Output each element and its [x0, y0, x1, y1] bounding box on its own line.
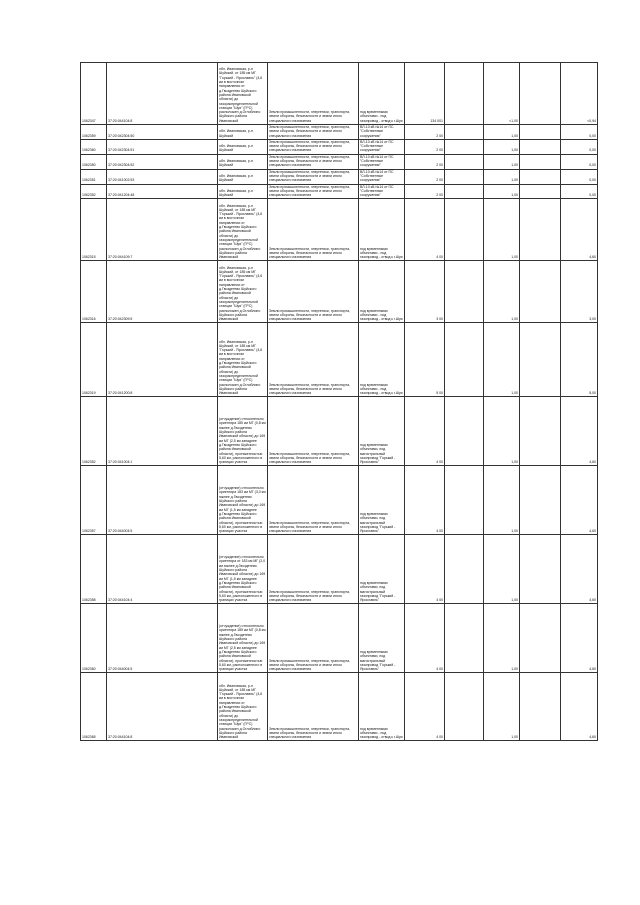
permitted-use-cell: ВЛ-10 кВ №14 от ПС "Собственные сооружения" — [359, 139, 405, 154]
value-cell: 1,00 — [484, 125, 520, 140]
table-row — [81, 169, 598, 184]
record-id: 1062352 — [81, 184, 107, 199]
record-id: 1062352 — [81, 397, 107, 466]
permitted-use-cell: под временными объектами, под магистральный газопровод "Горький - Ярославль" — [359, 604, 405, 673]
permitted-use-cell: под временными объектами, под магистральный газопровод "Горький - Ярославль" — [359, 397, 405, 466]
record-id: 1062347 — [81, 63, 107, 125]
land-category-cell: Земли промышленности, энергетики, транспорта, земли обороны, безопасности и земли иного специального назначения — [268, 397, 359, 466]
cadastral-number: 37:20:042304:51 — [107, 139, 218, 154]
table-row — [81, 63, 598, 125]
table-row — [81, 199, 598, 261]
value-cell: 0,00 — [561, 169, 598, 184]
record-id: 1062365 — [81, 673, 107, 741]
empty-cell — [445, 323, 484, 397]
land-category-cell: Земли промышленности, энергетики, транспорта, земли обороны, безопасности и земли иного специального назначения — [268, 184, 359, 199]
empty-cell — [520, 154, 561, 169]
value-cell: 0,00 — [561, 139, 598, 154]
record-id: 1062319 — [81, 323, 107, 397]
permitted-use-cell: под временными объектами, под магистральный газопровод "Горький - Ярославль" — [359, 466, 405, 535]
table-row — [81, 139, 598, 154]
area-cell: 2 00 — [405, 169, 445, 184]
empty-cell — [520, 63, 561, 125]
table-row — [81, 323, 598, 397]
land-category-cell: Земли промышленности, энергетики, транспорта, земли обороны, безопасности и земли иного специального назначения — [268, 604, 359, 673]
table-row — [81, 604, 598, 673]
permitted-use-cell: ВЛ-10 кВ №14 от ПС "Собственные сооружения" — [359, 184, 405, 199]
empty-cell — [520, 199, 561, 261]
area-cell: 3 00 — [405, 261, 445, 323]
empty-cell — [520, 261, 561, 323]
table-row — [81, 673, 598, 741]
record-id: 1062359 — [81, 125, 107, 140]
empty-cell — [520, 125, 561, 140]
land-category-cell: Земли промышленности, энергетики, транспорта, земли обороны, безопасности и земли иного специального назначения — [268, 535, 359, 604]
cadastral-number: 37:20:042304:50 — [107, 125, 218, 140]
address-cell: обл. Ивановская, р-н Шуйский, от 185 км МГ "Горький - Ярославль" (4,6 км в восточном направлении от д.Гвоздетево Шуйского района Ивановской области) до газораспределительной станции "Шуя" (ГРС) расположен д.Оглоблино Шуйского района Ивановской — [218, 261, 268, 323]
permitted-use-cell: под временными объектами - под газопровод - отвод к г.Шуя — [359, 323, 405, 397]
table-row — [81, 261, 598, 323]
record-id: 1062357 — [81, 466, 107, 535]
cadastral-number: 37:20:044104:8 — [107, 63, 218, 125]
empty-cell — [520, 535, 561, 604]
land-plots-table — [80, 62, 598, 741]
empty-cell — [520, 466, 561, 535]
land-category-cell: Земли промышленности, энергетики, транспорта, земли обороны, безопасности и земли иного специального назначения — [268, 466, 359, 535]
empty-cell — [445, 154, 484, 169]
empty-cell — [520, 397, 561, 466]
area-cell: 2 00 — [405, 154, 445, 169]
empty-cell — [520, 323, 561, 397]
value-cell: 0,00 — [561, 184, 598, 199]
empty-cell — [445, 535, 484, 604]
cadastral-number: 37:20:041004:1 — [107, 397, 218, 466]
value-cell: 1,00 — [484, 169, 520, 184]
value-cell: <0,94 — [561, 63, 598, 125]
table-row — [81, 397, 598, 466]
record-id: 1062315 — [81, 199, 107, 261]
empty-cell — [520, 139, 561, 154]
address-cell: (отчуждение) относительно ориентира от 183 км МГ (2,0 км южнее д.Гвоздетево Шуйского района Ивановской области) до 169 км МГ (1,5 км западнее д.Гвоздетево Шуйского района Ивановской области), протяженностью 5,60 км, расположенного в границах участка — [218, 535, 268, 604]
permitted-use-cell: ВЛ-10 кВ №14 от ПС "Собственные сооружения" — [359, 125, 405, 140]
area-cell: 4 00 — [405, 535, 445, 604]
value-cell: 0,00 — [561, 154, 598, 169]
cadastral-number: 37:20:044109:7 — [107, 199, 218, 261]
value-cell: 4,60 — [561, 466, 598, 535]
record-id: 1062351 — [81, 169, 107, 184]
land-category-cell: Земли промышленности, энергетики, транспорта, земли обороны, безопасности и земли иного специального назначения — [268, 169, 359, 184]
cadastral-number: 37:20:044104:8 — [107, 673, 218, 741]
value-cell: 1,00 — [484, 154, 520, 169]
address-cell: обл. Ивановская, р-н Шуйский, от 185 км МГ "Горький - Ярославль" (4,6 км в восточном направлении от д.Гвоздетево Шуйского района Ивановской области) до газораспределительной станции "Шуя" (ГРС) расположен д.Оглоблино Шуйского района Ивановской — [218, 673, 268, 741]
area-cell: 134 001 — [405, 63, 445, 125]
value-cell: <1,00 — [484, 63, 520, 125]
permitted-use-cell: под временными объектами - под газопровод - отвод к г.Шуя — [359, 673, 405, 741]
empty-cell — [445, 199, 484, 261]
area-cell: 4 00 — [405, 466, 445, 535]
area-cell: 4 00 — [405, 199, 445, 261]
area-cell: 2 00 — [405, 139, 445, 154]
land-category-cell: Земли промышленности, энергетики, транспорта, земли обороны, безопасности и земли иного специального назначения — [268, 261, 359, 323]
value-cell: 1,00 — [484, 466, 520, 535]
cadastral-number: 37:20:044004:5 — [107, 466, 218, 535]
address-cell: обл. Ивановская, р-н Шуйский, от 185 км МГ "Горький - Ярославль" (4,6 км в восточном направлении от д.Гвоздетево Шуйского района Ивановской области) до газораспределительной станции "Шуя" (ГРС) расположен д.Оглоблино Шуйского района Ивановской — [218, 323, 268, 397]
cadastral-number: 37:20:041200:8 — [107, 323, 218, 397]
address-cell: обл. Ивановская, р-н Шуйский — [218, 184, 268, 199]
land-category-cell: Земли промышленности, энергетики, транспорта, земли обороны, безопасности и земли иного специального назначения — [268, 63, 359, 125]
cadastral-number: 37:20:042309:5 — [107, 261, 218, 323]
address-cell: обл. Ивановская, р-н Шуйский — [218, 125, 268, 140]
address-cell: обл. Ивановская, р-н Шуйский — [218, 154, 268, 169]
permitted-use-cell: под временными объектами - под газопровод - отвод к г.Шуя — [359, 261, 405, 323]
empty-cell — [445, 169, 484, 184]
table-row — [81, 125, 598, 140]
table-row — [81, 184, 598, 199]
table-row — [81, 154, 598, 169]
value-cell: 5,00 — [561, 323, 598, 397]
value-cell: 1,00 — [484, 199, 520, 261]
record-id: 1062350 — [81, 154, 107, 169]
land-category-cell: Земли промышленности, энергетики, транспорта, земли обороны, безопасности и земли иного специального назначения — [268, 125, 359, 140]
empty-cell — [445, 466, 484, 535]
area-cell: 4 00 — [405, 604, 445, 673]
area-cell: 4 00 — [405, 673, 445, 741]
area-cell: 2 00 — [405, 184, 445, 199]
cadastral-number: 37:20:044004:5 — [107, 604, 218, 673]
value-cell: 4,60 — [561, 673, 598, 741]
land-category-cell: Земли промышленности, энергетики, транспорта, земли обороны, безопасности и земли иного специального назначения — [268, 199, 359, 261]
empty-cell — [445, 673, 484, 741]
value-cell: 4,60 — [561, 604, 598, 673]
record-id: 1062316 — [81, 261, 107, 323]
area-cell: 5 00 — [405, 323, 445, 397]
address-cell: (отчуждение) относительно ориентира 185 км МГ (0,8 км южнее д.Гвоздетево Шуйского района Ивановской области) до 169 км МГ (2,5 км западнее д.Гвоздетево Шуйского района Ивановской области), протяженностью 5,60 км, расположенного в границах участка — [218, 604, 268, 673]
area-cell: 2 00 — [405, 125, 445, 140]
empty-cell — [445, 397, 484, 466]
table-row — [81, 466, 598, 535]
address-cell: (отчуждение) относительно ориентира 183 км МГ (3,0 км южнее д.Гвоздетево Шуйского района Ивановской области) до 169 км МГ (1,5 км западнее д.Гвоздетево Шуйского района Ивановской области), протяженностью 5,60 км, расположенного в границах участка — [218, 466, 268, 535]
permitted-use-cell: под временными объектами - под газопровод - отвод к г.Шуя — [359, 63, 405, 125]
empty-cell — [445, 125, 484, 140]
record-id: 1062360 — [81, 139, 107, 154]
address-cell: обл. Ивановская, р-н Шуйский — [218, 169, 268, 184]
value-cell: 1,00 — [484, 323, 520, 397]
address-cell: (отчуждение) относительно ориентира 185 км МГ (0,8 км южнее д.Гвоздетево Шуйского района Ивановской области) до 169 км МГ (2,5 км западнее д.Гвоздетево Шуйского района Ивановской области), протяженностью 5,60 км, расположенного в границах участка — [218, 397, 268, 466]
permitted-use-cell: ВЛ-10 кВ №14 от ПС "Собственные сооружения" — [359, 154, 405, 169]
value-cell: 1,00 — [484, 184, 520, 199]
value-cell: 1,00 — [484, 673, 520, 741]
permitted-use-cell: ВЛ-10 кВ №14 от ПС "Собственные сооружения" — [359, 169, 405, 184]
land-category-cell: Земли промышленности, энергетики, транспорта, земли обороны, безопасности и земли иного специального назначения — [268, 139, 359, 154]
empty-cell — [445, 63, 484, 125]
land-category-cell: Земли промышленности, энергетики, транспорта, земли обороны, безопасности и земли иного специального назначения — [268, 323, 359, 397]
empty-cell — [520, 604, 561, 673]
land-category-cell: Земли промышленности, энергетики, транспорта, земли обороны, безопасности и земли иного специального назначения — [268, 154, 359, 169]
value-cell: 4,60 — [561, 199, 598, 261]
value-cell: 1,00 — [484, 139, 520, 154]
cadastral-number: 37:20:044104:4 — [107, 535, 218, 604]
address-cell: обл. Ивановская, р-н Шуйский, от 185 км МГ "Горький - Ярославль" (4,6 км в восточном направлении от д.Гвоздетево Шуйского района Ивановской области) до газораспределительной станции "Шуя" (ГРС) расположен д.Оглоблино Шуйского района Ивановской — [218, 63, 268, 125]
permitted-use-cell: под временными объектами - под газопровод - отвод к г.Шуя — [359, 199, 405, 261]
empty-cell — [520, 169, 561, 184]
value-cell: 4,60 — [561, 535, 598, 604]
record-id: 1062360 — [81, 604, 107, 673]
value-cell: 4,60 — [561, 397, 598, 466]
value-cell: 0,00 — [561, 125, 598, 140]
empty-cell — [520, 184, 561, 199]
value-cell: 1,00 — [484, 604, 520, 673]
value-cell: 1,00 — [484, 535, 520, 604]
empty-cell — [520, 673, 561, 741]
empty-cell — [445, 184, 484, 199]
empty-cell — [445, 139, 484, 154]
empty-cell — [445, 261, 484, 323]
area-cell: 4 00 — [405, 397, 445, 466]
empty-cell — [445, 604, 484, 673]
value-cell: 3,00 — [561, 261, 598, 323]
document-sheet — [80, 62, 596, 741]
value-cell: 1,00 — [484, 261, 520, 323]
table-row — [81, 535, 598, 604]
value-cell: 1,00 — [484, 397, 520, 466]
cadastral-number: 37:20:041204:48 — [107, 184, 218, 199]
land-category-cell: Земли промышленности, энергетики, транспорта, земли обороны, безопасности и земли иного специального назначения — [268, 673, 359, 741]
record-id: 1062358 — [81, 535, 107, 604]
cadastral-number: 37:20:042304:52 — [107, 154, 218, 169]
cadastral-number: 37:20:041002:53 — [107, 169, 218, 184]
permitted-use-cell: под временными объектами, под магистральный газопровод "Горький - Ярославль" — [359, 535, 405, 604]
address-cell: обл. Ивановская, р-н Шуйский, от 185 км МГ "Горький - Ярославль" (4,6 км в восточном направлении от д.Гвоздетево Шуйского района Ивановской области) до газораспределительной станции "Шуя" (ГРС) расположен д.Оглоблино Шуйского района Ивановской — [218, 199, 268, 261]
address-cell: обл. Ивановская, р-н Шуйский — [218, 139, 268, 154]
